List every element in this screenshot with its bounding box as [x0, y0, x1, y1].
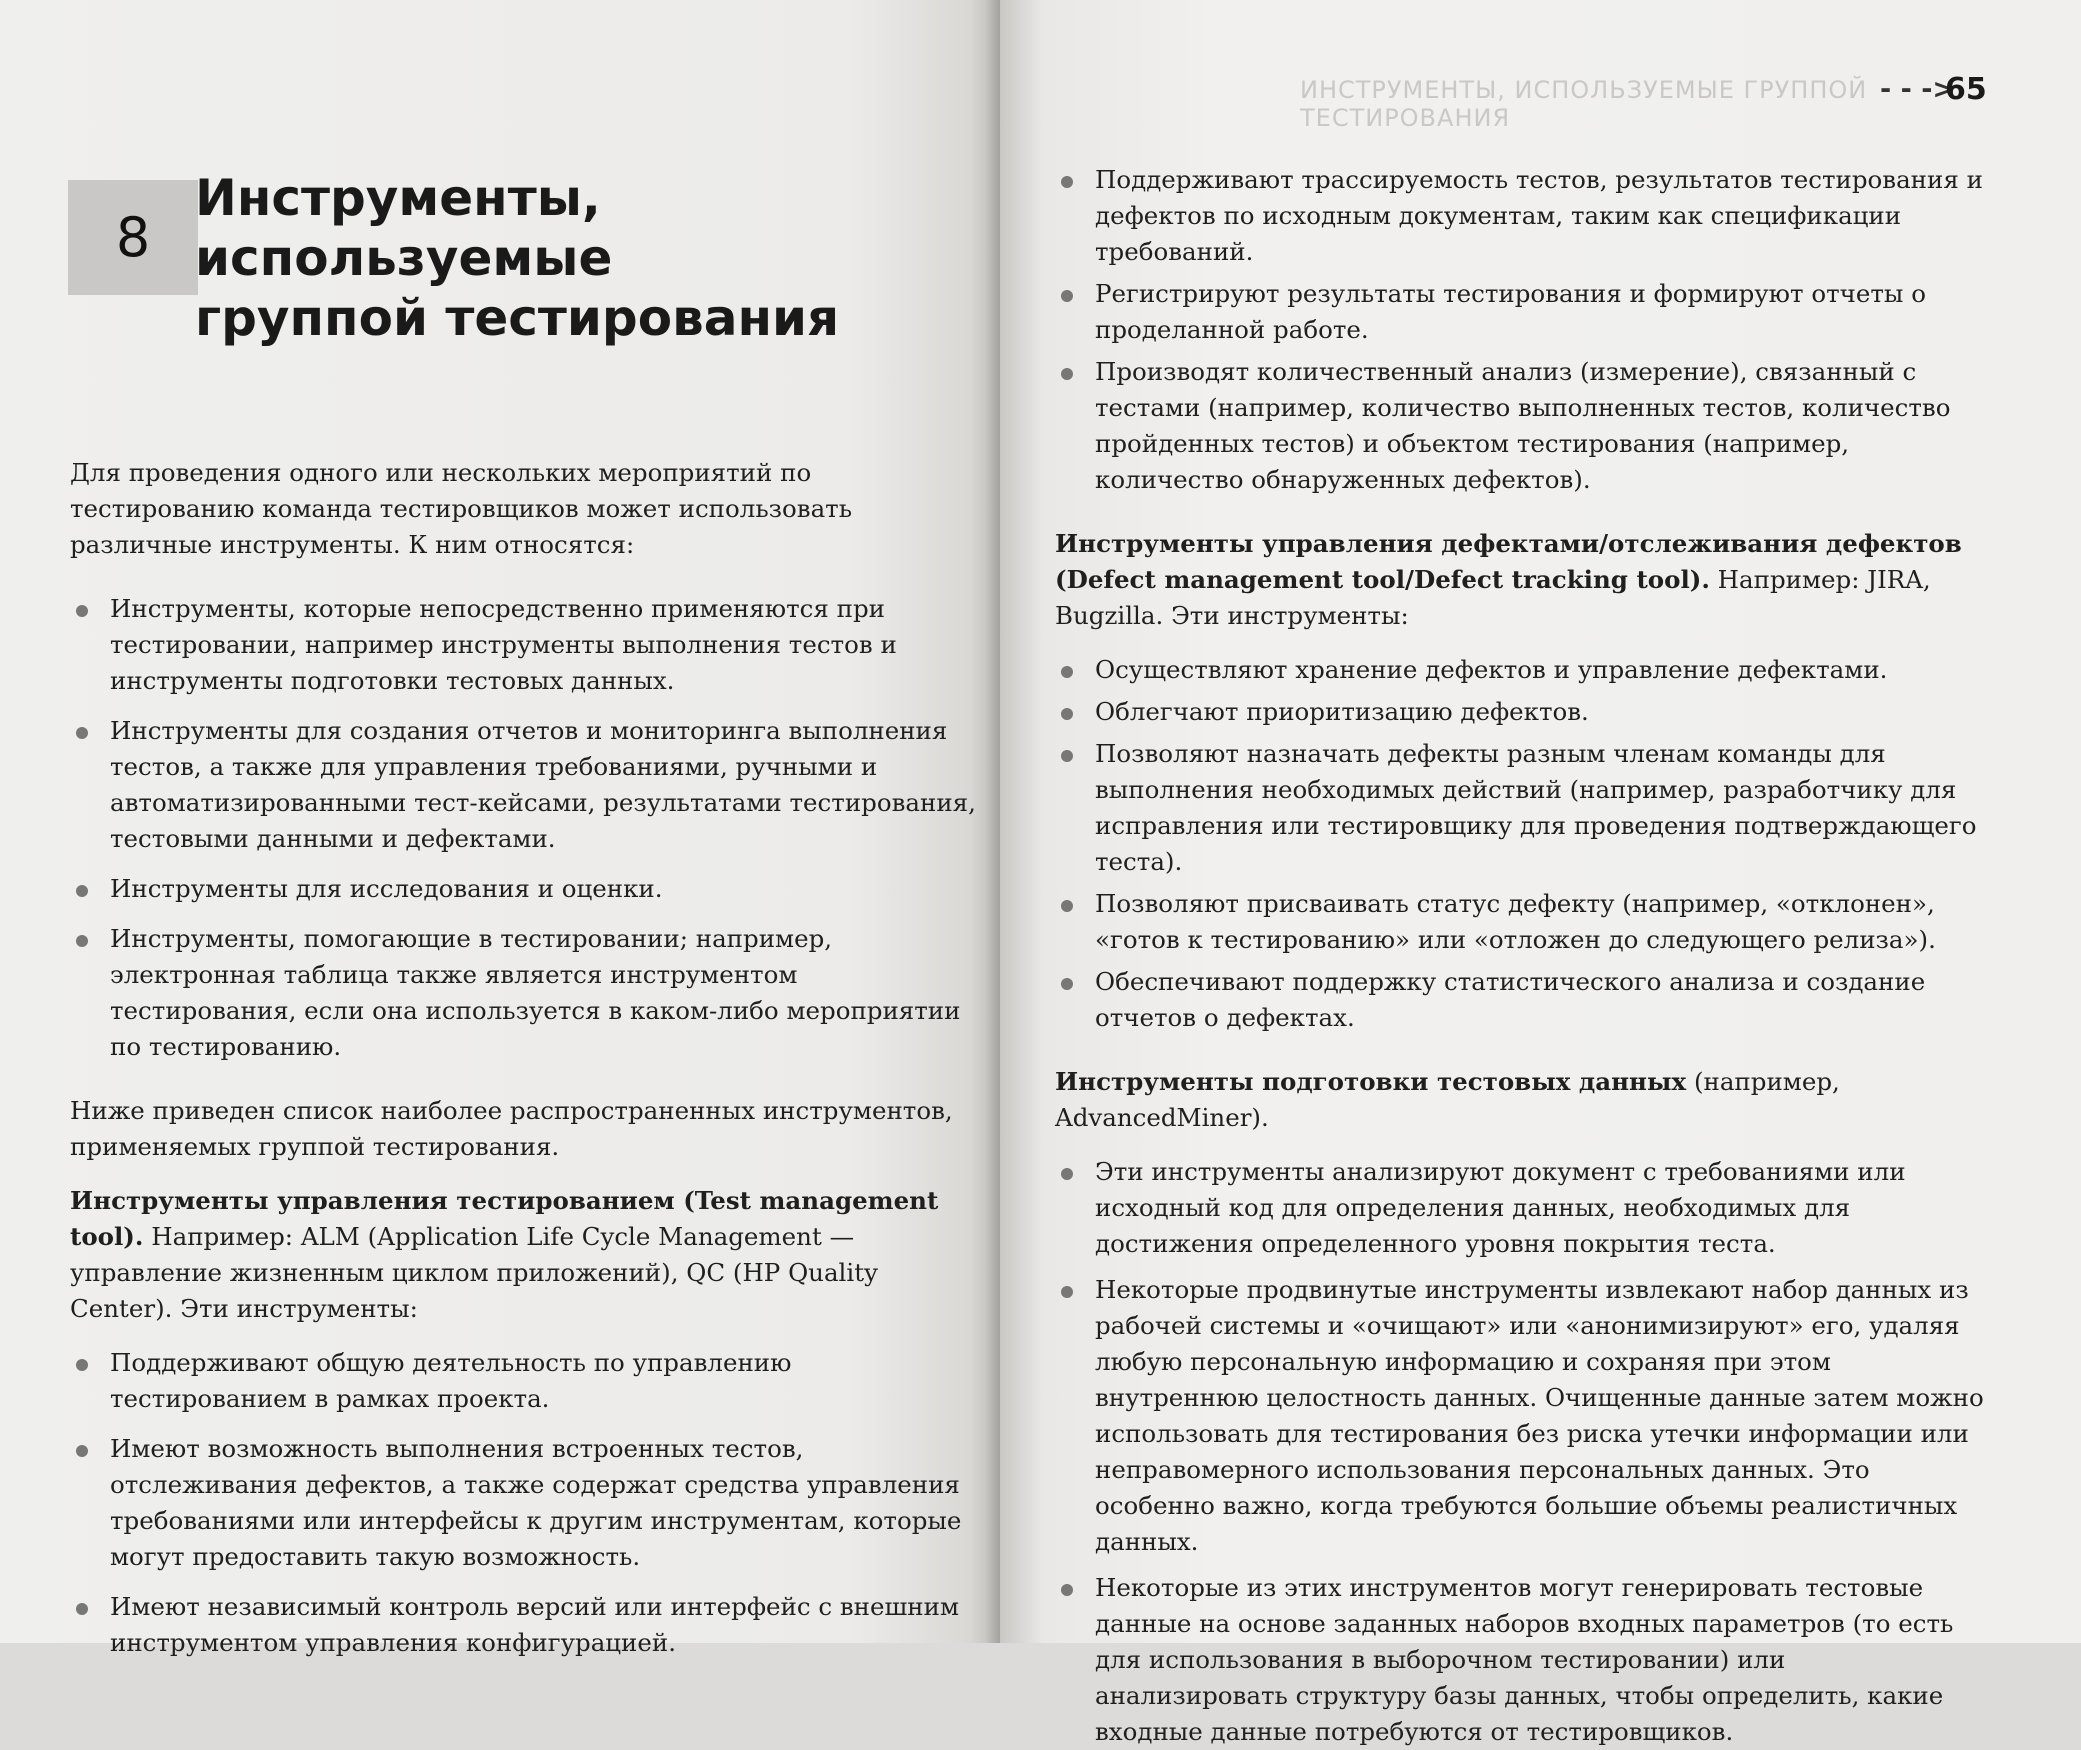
list-item: Поддерживают общую деятельность по управлению тестированием в рамках проекта. [70, 1345, 980, 1417]
list-item: Имеют возможность выполнения встроенных тестов, отслеживания дефектов, а также содержат средства управления требованиями или интерфейсы к другим инструментам, которые могут предоставить такую возможность. [70, 1431, 980, 1575]
list-item: Инструменты для создания отчетов и мониторинга выполнения тестов, а также для управления требованиями, ручными и автоматизированными тест-кейсами, результатами тестирования, тестовыми данными и дефектами. [70, 713, 980, 857]
defect-management-list [1055, 652, 1985, 1036]
list-item: Поддерживают трассируемость тестов, результатов тестирования и дефектов по исходным документам, таким как спецификации требований. [1055, 162, 1985, 270]
left-page [0, 0, 1000, 1657]
chapter-title-line-1: Инструменты, используемые [195, 169, 613, 287]
chapter-number-box [68, 180, 198, 295]
list-item: Позволяют назначать дефекты разным членам команды для выполнения необходимых действий (например, разработчику для исправления или тестировщику для проведения подтверждающего теста). [1055, 736, 1985, 880]
list-item: Инструменты, которые непосредственно применяются при тестировании, например инструменты выполнения тестов и инструменты подготовки тестовых данных. [70, 591, 980, 699]
test-management-text: Например: ALM (Application Life Cycle Management — управление жизненным циклом приложений), QC (HP Quality Center). Эти инструменты: [70, 1222, 878, 1323]
list-item: Инструменты, помогающие в тестировании; например, электронная таблица также является инструментом тестирования, если она используется в каком-либо мероприятии по тестированию. [70, 921, 980, 1065]
test-data-text: (например, AdvancedMiner). [1055, 1067, 1840, 1132]
list-item: Осуществляют хранение дефектов и управление дефектами. [1055, 652, 1985, 688]
list-item: Некоторые из этих инструментов могут генерировать тестовые данные на основе заданных наборов входных параметров (то есть для использования в выборочном тестировании) или анализировать структуру базы данных, чтобы определить, какие входные данные потребуются от тестировщиков. [1055, 1570, 1985, 1750]
defect-management-paragraph [1055, 526, 1985, 634]
chapter-number: 8 [115, 206, 151, 269]
list-intro-paragraph: Ниже приведен список наиболее распространенных инструментов, применяемых группой тестирования. [70, 1096, 953, 1161]
list-item: Инструменты для исследования и оценки. [70, 871, 980, 907]
list-item: Регистрируют результаты тестирования и формируют отчеты о проделанной работе. [1055, 276, 1985, 348]
test-management-paragraph [70, 1183, 980, 1327]
intro-paragraph: Для проведения одного или нескольких мероприятий по тестированию команда тестировщиков может использовать различные инструменты. К ним относятся: [70, 458, 853, 559]
list-item: Некоторые продвинутые инструменты извлекают набор данных из рабочей системы и «очищают» или «анонимизируют» его, удаляя любую персональную информацию и сохраняя при этом внутреннюю целостность данных. Очищенные данные затем можно использовать для тестирования без риска утечки информации или неправомерного использования персональных данных. Это особенно важно, когда требуются большие объемы реалистичных данных. [1055, 1272, 1985, 1560]
right-text-column [1055, 162, 1985, 1750]
test-data-list [1055, 1154, 1985, 1750]
list-item: Облегчают приоритизацию дефектов. [1055, 694, 1985, 730]
chapter-title-line-2: группой тестирования [195, 289, 840, 347]
list-item: Обеспечивают поддержку статистического анализа и создание отчетов о дефектах. [1055, 964, 1985, 1036]
list-item: Имеют независимый контроль версий или интерфейс с внешним инструментом управления конфигурацией. [70, 1589, 980, 1661]
test-data-paragraph [1055, 1064, 1985, 1136]
running-head: ИНСТРУМЕНТЫ, ИСПОЛЬЗУЕМЫЕ ГРУППОЙ ТЕСТИРОВАНИЯ [1300, 76, 1868, 132]
test-management-list-continued [1055, 162, 1985, 498]
chapter-title [195, 168, 975, 348]
list-item: Эти инструменты анализируют документ с требованиями или исходный код для определения данных, необходимых для достижения определенного уровня покрытия теста. [1055, 1154, 1985, 1262]
defect-management-text: Например: JIRA, Bugzilla. Эти инструменты: [1055, 565, 1931, 630]
tool-categories-list [70, 591, 980, 1065]
defect-management-heading: Инструменты управления дефектами/отслеживания дефектов (Defect management tool/Defect tracking tool). [1055, 529, 1962, 594]
test-management-heading: Инструменты управления тестированием (Test management tool). [70, 1186, 939, 1251]
test-management-list [70, 1345, 980, 1661]
test-data-heading: Инструменты подготовки тестовых данных [1055, 1067, 1687, 1096]
list-item: Производят количественный анализ (измерение), связанный с тестами (например, количество выполненных тестов, количество пройденных тестов) и объектом тестирования (например, количество обнаруженных дефектов). [1055, 354, 1985, 498]
page-number: 65 [1945, 72, 1987, 107]
left-text-column [70, 455, 980, 1661]
page-arrows: - - -> [1880, 74, 1956, 105]
list-item: Позволяют присваивать статус дефекту (например, «отклонен», «готов к тестированию» или «отложен до следующего релиза»). [1055, 886, 1985, 958]
